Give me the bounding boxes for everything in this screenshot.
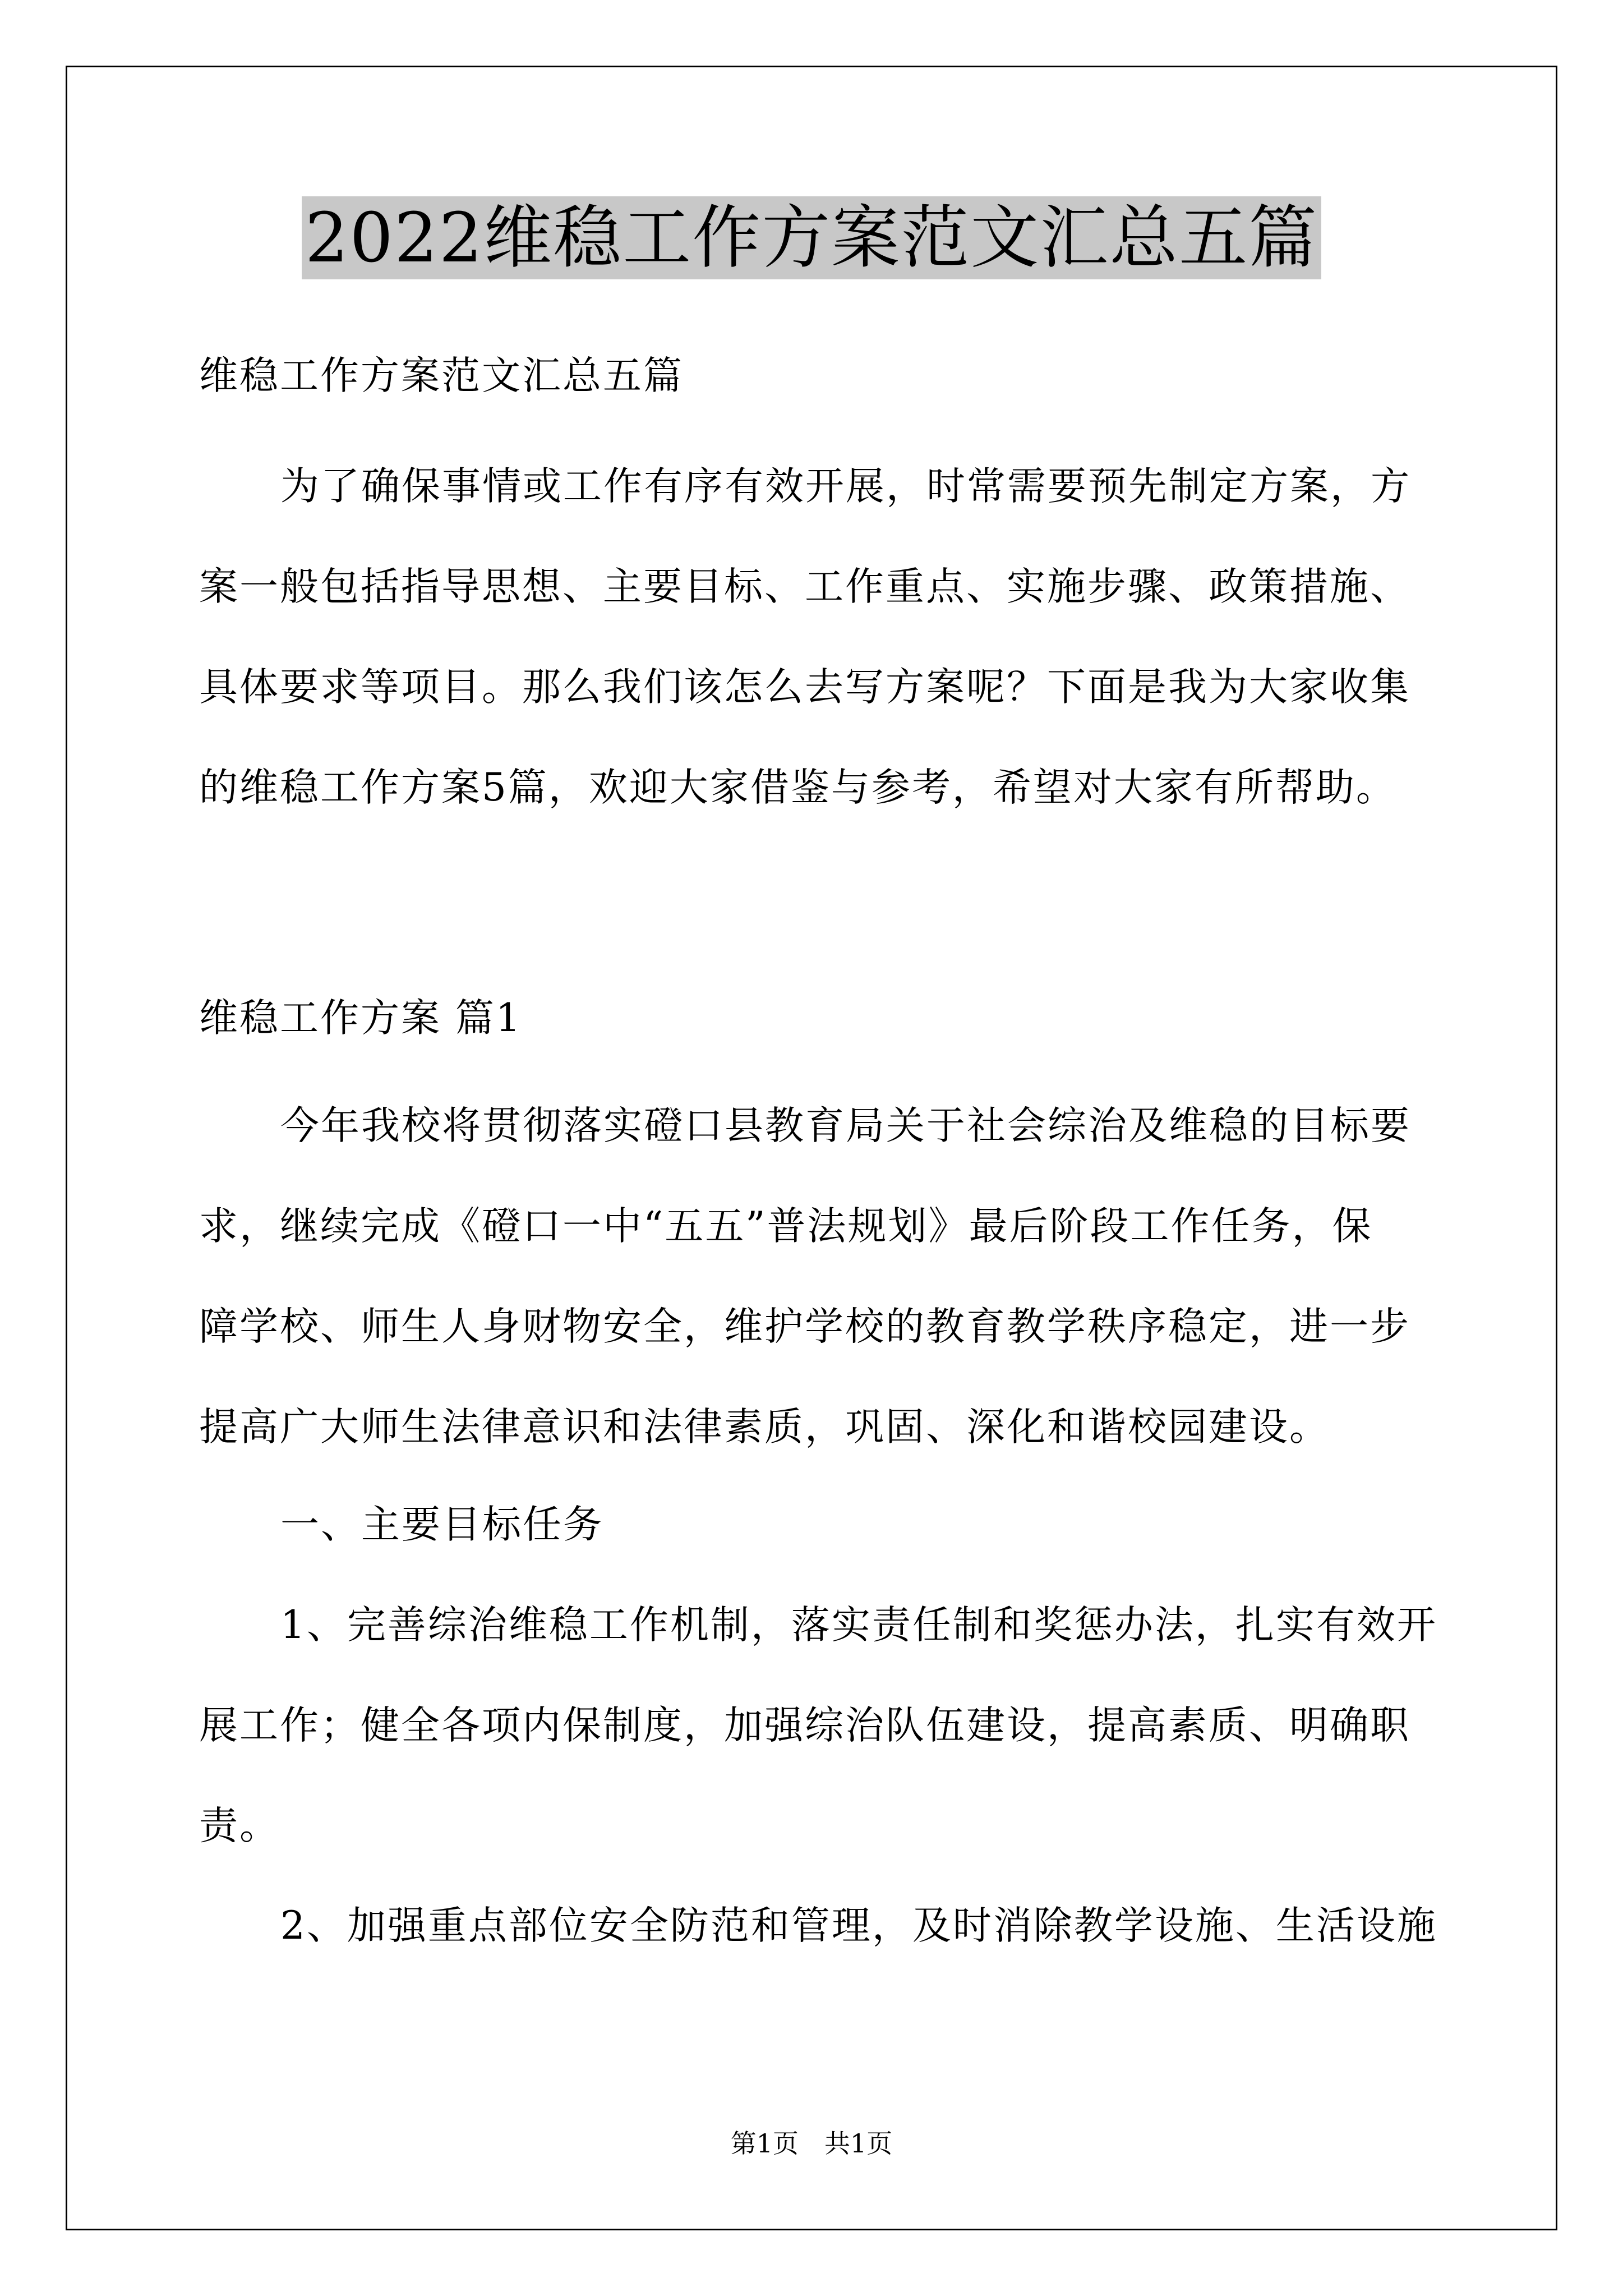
text-line: 的维稳工作方案5篇，欢迎大家借鉴与参考，希望对大家有所帮助。 xyxy=(199,765,1396,810)
text-line: 提高广大师生法律意识和法律素质，巩固、深化和谐校园建设。 xyxy=(199,1405,1330,1450)
document-title: 2022维稳工作方案范文汇总五篇 xyxy=(302,196,1321,279)
text-line: 障学校、师生人身财物安全，维护学校的教育教学秩序稳定，进一步 xyxy=(199,1304,1410,1349)
text-line: 责。 xyxy=(199,1803,280,1848)
text-line: 为了确保事情或工作有序有效开展，时常需要预先制定方案，方 xyxy=(280,464,1411,509)
item2-paragraph xyxy=(199,1876,1437,1976)
item-heading: 一、主要目标任务 xyxy=(280,1502,603,1547)
text-line: 求，继续完成《磴口一中“五五”普法规划》最后阶段工作任务，保 xyxy=(199,1204,1373,1249)
item1-paragraph xyxy=(199,1575,1437,1876)
section-heading: 维稳工作方案 篇1 xyxy=(199,996,522,1041)
title-container xyxy=(0,196,1623,279)
section1-paragraph xyxy=(199,1076,1427,1478)
intro-paragraph xyxy=(199,436,1427,838)
text-line: 具体要求等项目。那么我们该怎么去写方案呢？下面是我为大家收集 xyxy=(199,665,1410,710)
subtitle: 维稳工作方案范文汇总五篇 xyxy=(199,353,684,398)
text-line: 2、加强重点部位安全防范和管理，及时消除教学设施、生活设施 xyxy=(280,1903,1437,1948)
text-line: 1、完善综治维稳工作机制，落实责任制和奖惩办法，扎实有效开 xyxy=(280,1603,1437,1648)
text-line: 展工作；健全各项内保制度，加强综治队伍建设，提高素质、明确职 xyxy=(199,1703,1410,1748)
page-footer: 第1页 共1页 xyxy=(730,2128,893,2159)
text-line: 案一般包括指导思想、主要目标、工作重点、实施步骤、政策措施、 xyxy=(199,564,1410,609)
text-line: 今年我校将贯彻落实磴口县教育局关于社会综治及维稳的目标要 xyxy=(280,1103,1411,1148)
